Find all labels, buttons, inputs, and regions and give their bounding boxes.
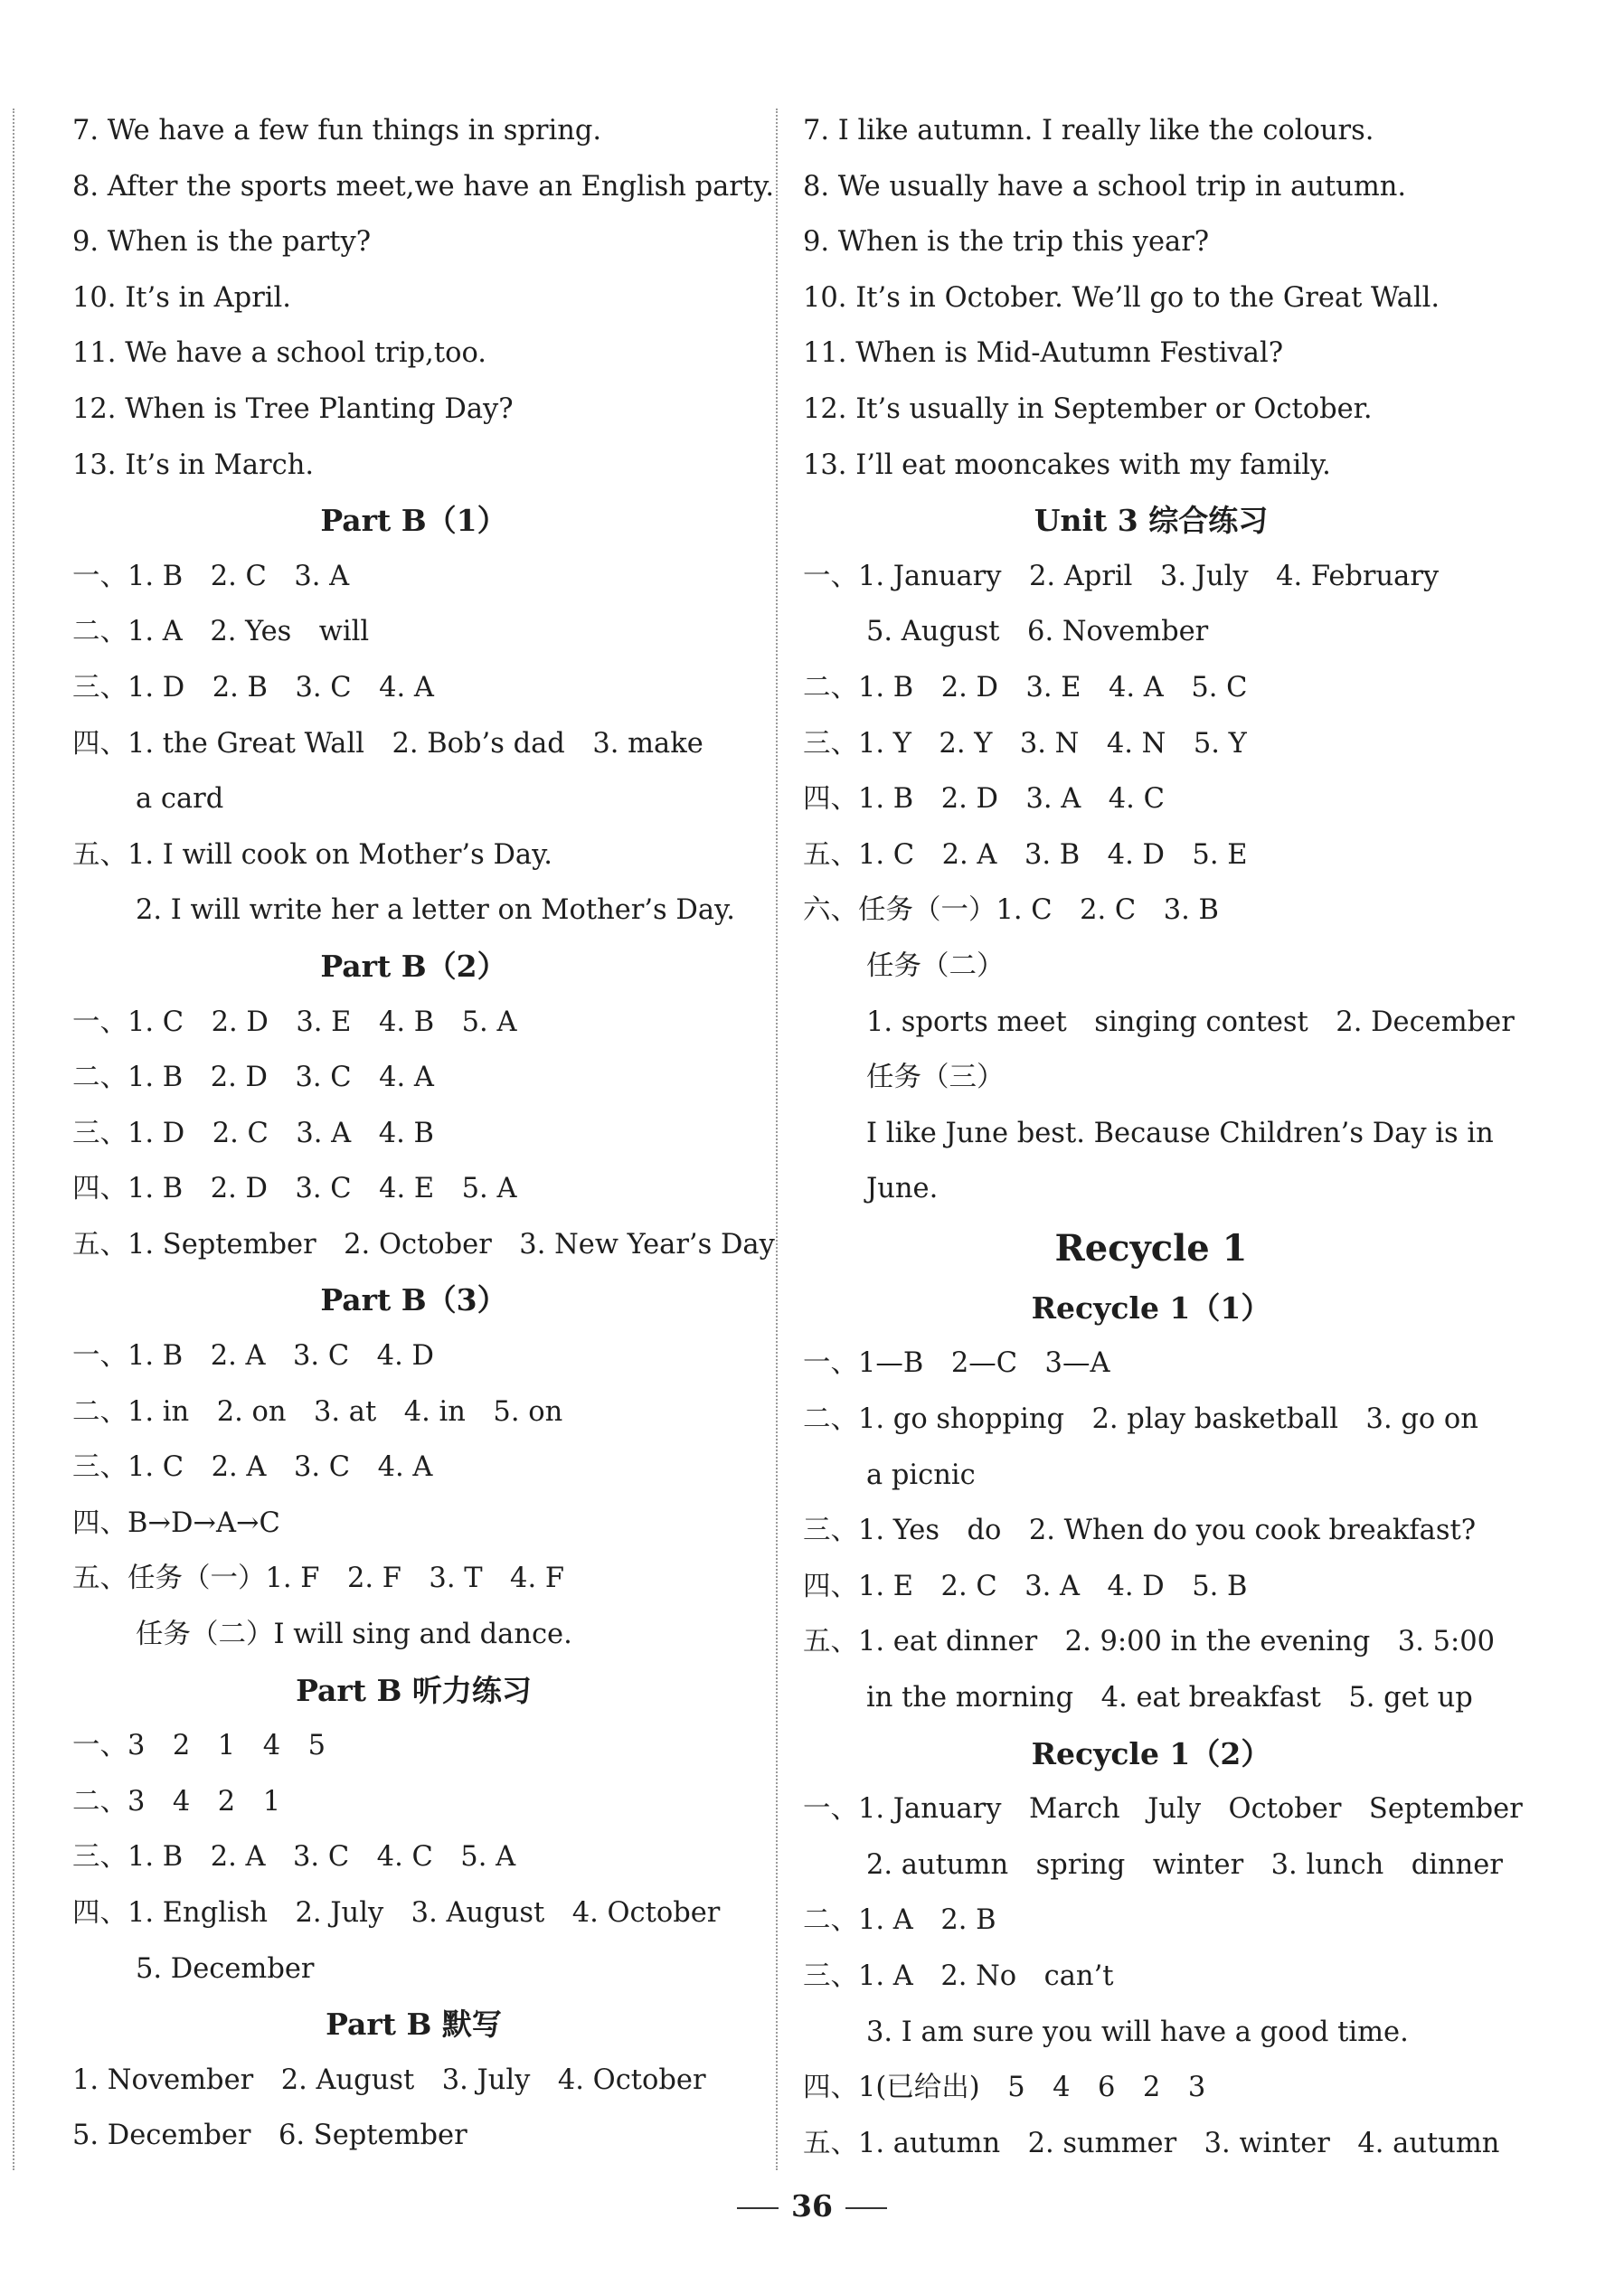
answer-line: 5. December 6. September — [72, 2120, 467, 2152]
answer-line: 9. When is the party? — [72, 226, 372, 259]
answer-line: 三、1. C 2. A 3. C 4. A — [72, 1451, 433, 1484]
left-column — [72, 103, 775, 2164]
answer-line: 10. It’s in October. We’ll go to the Great Wall. — [803, 281, 1440, 314]
answer-line: 五、1. C 2. A 3. B 4. D 5. E — [803, 838, 1248, 871]
answer-line: 五、1. September 2. October 3. New Year’s Day — [72, 1228, 775, 1261]
answer-line: 三、1. Y 2. Y 3. N 4. N 5. Y — [803, 727, 1247, 760]
answer-line: 四、1. E 2. C 3. A 4. D 5. B — [803, 1570, 1248, 1602]
answer-line-continued: a card — [136, 783, 224, 816]
answer-line: 四、1. B 2. D 3. A 4. C — [803, 783, 1165, 816]
answer-line: 7. We have a few fun things in spring. — [72, 115, 602, 146]
answer-line: 三、1. A 2. No can’t — [803, 1960, 1114, 1992]
answer-line: 五、1. autumn 2. summer 3. winter 4. autumn — [803, 2127, 1500, 2159]
answer-line: 五、1. eat dinner 2. 9:00 in the evening 3. 5:00 — [803, 1626, 1496, 1658]
answer-line: 1. November 2. August 3. July 4. October — [72, 2064, 706, 2096]
answer-line: 四、1. the Great Wall 2. Bob’s dad 3. make — [72, 727, 703, 760]
section-heading: Recycle 1（2） — [1031, 1735, 1271, 1771]
page-number-text: 36 — [791, 2188, 833, 2224]
section-heading: Part B 默写 — [326, 2007, 502, 2043]
answer-line: 12. It’s usually in September or October. — [803, 392, 1373, 425]
answer-line: 二、1. go shopping 2. play basketball 3. go on — [803, 1403, 1478, 1436]
answer-line-continued: 任务（三） — [866, 1062, 1005, 1094]
page-number — [0, 2188, 1624, 2224]
answer-line: 一、1. January March July October September — [803, 1793, 1523, 1826]
answer-line: 9. When is the trip this year? — [803, 226, 1210, 259]
answer-line: 三、1. D 2. C 3. A 4. B — [72, 1117, 434, 1149]
answer-line-continued: in the morning 4. eat breakfast 5. get up — [866, 1682, 1473, 1714]
answer-line: 二、1. in 2. on 3. at 4. in 5. on — [72, 1395, 563, 1428]
answer-line: 11. We have a school trip,too. — [72, 337, 486, 370]
answer-line: 二、1. A 2. B — [803, 1904, 996, 1937]
answer-line: 12. When is Tree Planting Day? — [72, 392, 514, 425]
answer-line: 二、3 4 2 1 — [72, 1785, 281, 1818]
answer-line: 二、1. A 2. Yes will — [72, 616, 370, 648]
answer-line-continued: I like June best. Because Children’s Day is in — [866, 1117, 1494, 1149]
answer-line: 13. It’s in March. — [72, 449, 315, 481]
answer-line-continued: 任务（二）I will sing and dance. — [136, 1619, 572, 1651]
right-column — [803, 103, 1523, 2171]
answer-line: 8. We usually have a school trip in autumn. — [803, 170, 1407, 203]
column-divider-dotted-line — [776, 109, 778, 2170]
answer-line: 五、任务（一）1. F 2. F 3. T 4. F — [72, 1563, 565, 1595]
answer-line: 六、任务（一）1. C 2. C 3. B — [803, 894, 1219, 927]
answer-line: 二、1. B 2. D 3. C 4. A — [72, 1062, 434, 1094]
answer-line: 四、1(已给出) 5 4 6 2 3 — [803, 2072, 1206, 2104]
answer-line: 一、1. January 2. April 3. July 4. February — [803, 560, 1440, 592]
section-heading: Recycle 1（1） — [1031, 1289, 1271, 1326]
answer-line: 四、1. B 2. D 3. C 4. E 5. A — [72, 1173, 517, 1205]
answer-line: 一、1. B 2. A 3. C 4. D — [72, 1340, 434, 1373]
answer-line: 一、1. C 2. D 3. E 4. B 5. A — [72, 1006, 517, 1038]
section-heading: Part B（2） — [320, 948, 507, 984]
answer-line: 一、1. B 2. C 3. A — [72, 560, 350, 592]
answer-line-continued: 5. August 6. November — [866, 616, 1209, 648]
answer-line-continued: 任务（二） — [866, 949, 1005, 982]
answer-line: 8. After the sports meet,we have an English party. — [72, 170, 775, 203]
answer-line: 三、1. Yes do 2. When do you cook breakfast? — [803, 1515, 1477, 1547]
answer-line: 四、1. English 2. July 3. August 4. October — [72, 1897, 721, 1929]
answer-line: 10. It’s in April. — [72, 281, 291, 314]
answer-line-continued: 2. I will write her a letter on Mother’s Day. — [136, 894, 735, 927]
answer-line-continued: 1. sports meet singing contest 2. December — [866, 1006, 1515, 1038]
answer-line: 三、1. B 2. A 3. C 4. C 5. A — [72, 1841, 516, 1874]
answer-line: 一、1—B 2—C 3—A — [803, 1347, 1110, 1380]
answer-line: 三、1. D 2. B 3. C 4. A — [72, 671, 434, 704]
answer-line-continued: June. — [866, 1173, 939, 1205]
answer-line: 五、1. I will cook on Mother’s Day. — [72, 838, 552, 871]
answer-line: 一、3 2 1 4 5 — [72, 1730, 326, 1762]
answer-line: 二、1. B 2. D 3. E 4. A 5. C — [803, 671, 1248, 704]
answer-line-continued: a picnic — [866, 1459, 976, 1491]
section-heading: Part B（1） — [320, 503, 507, 539]
left-margin-dotted-line — [13, 109, 14, 2170]
section-heading: Part B 听力练习 — [296, 1672, 532, 1708]
section-heading: Part B（3） — [320, 1282, 507, 1318]
answer-line: 7. I like autumn. I really like the colours. — [803, 115, 1374, 146]
answer-line: 四、B→D→A→C — [72, 1506, 280, 1539]
answer-line: 13. I’ll eat mooncakes with my family. — [803, 449, 1331, 481]
section-heading: Unit 3 综合练习 — [1034, 503, 1269, 539]
answer-line: 11. When is Mid-Autumn Festival? — [803, 337, 1284, 370]
unit-title: Recycle 1 — [1054, 1226, 1248, 1270]
answer-line-continued: 2. autumn spring winter 3. lunch dinner — [866, 1848, 1503, 1881]
answer-line-continued: 3. I am sure you will have a good time. — [866, 2016, 1409, 2048]
answer-line-continued: 5. December — [136, 1952, 315, 1985]
